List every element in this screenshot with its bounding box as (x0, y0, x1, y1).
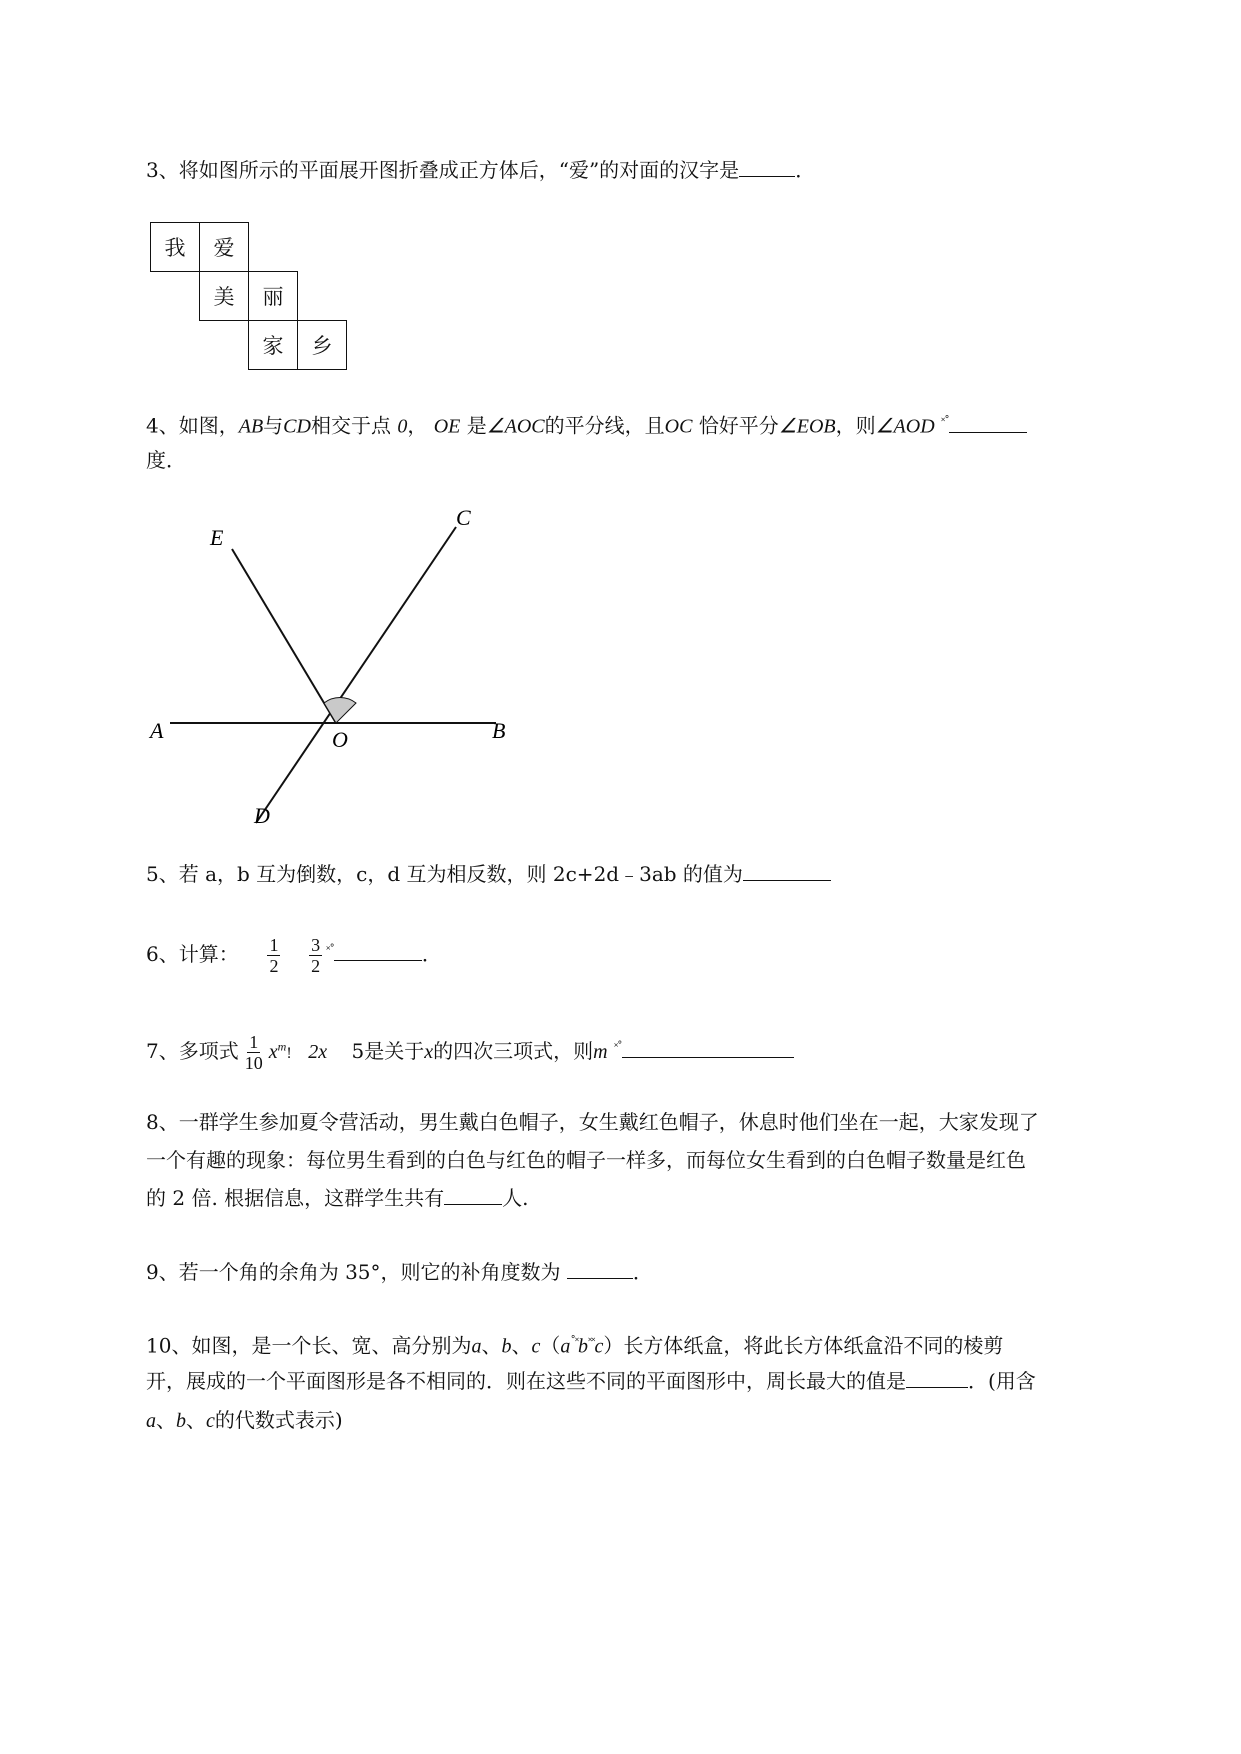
question-8-line-2: 一个有趣的现象：每位男生看到的白色与红色的帽子一样多，而每位女生看到的白色帽子数量是红色 (146, 1148, 1026, 1172)
answer-blank (567, 1258, 633, 1279)
question-10-line-3: a、b、c的代数式表示) (146, 1408, 343, 1432)
answer-blank (949, 412, 1027, 433)
net-cell-5: 家 (248, 320, 298, 370)
answer-blank (743, 860, 831, 881)
question-10-line-1: 10、如图，是一个长、宽、高分别为a、b、c（a˚˟b˟˟c）长方体纸盒，将此长方体纸盒沿不同的棱剪 (146, 1333, 1004, 1358)
question-4: 4、如图，AB与CD相交于点 0， OE 是∠AOC的平分线，且OC 恰好平分∠EOB，则∠AOD ˟˚ (146, 408, 1027, 441)
question-7: 7、多项式 $\frac{1}{10}$ $x^m$! 2x 5是关于x的四次三项式，则m ˟˚ (146, 1032, 794, 1073)
net-cell-3: 美 (199, 271, 249, 321)
label-o: O (332, 727, 348, 752)
question-4-line-2: 度． (146, 448, 186, 472)
net-cell-6: 乡 (297, 320, 347, 370)
angle-figure (140, 505, 520, 825)
question-6: 6、计算： $\frac{1}{2}$ $\frac{3}{2}$ ˟˚ ． (146, 935, 442, 976)
fraction-1: $\frac{1}{2}$ (269, 935, 279, 976)
net-cell-4: 丽 (248, 271, 298, 321)
question-10-line-2: 开，展成的一个平面图形是各不相同的．则在这些不同的平面图形中，周长最大的值是 ．(用含 (146, 1369, 1036, 1393)
label-c: C (456, 505, 471, 530)
ray-oe (232, 549, 336, 723)
answer-blank (906, 1367, 968, 1388)
fraction-2: $\frac{3}{2}$ (311, 935, 321, 976)
line-cd (256, 527, 456, 823)
question-8-line-3: 的 2 倍. 根据信息，这群学生共有 人. (146, 1186, 529, 1210)
question-5: 5、若 a，b 互为倒数，c，d 互为相反数，则 2c+2d﹣3ab 的值为 (146, 860, 831, 888)
net-cell-2: 爱 (199, 222, 249, 272)
question-9: 9、若一个角的余角为 35°，则它的补角度数为 ． (146, 1260, 653, 1284)
label-d: D (254, 803, 270, 825)
label-b: B (492, 718, 506, 743)
label-e: E (210, 525, 224, 550)
net-cell-1: 我 (150, 222, 200, 272)
answer-blank (444, 1184, 502, 1205)
angle-arc-shaded (324, 697, 356, 723)
question-3: 3、将如图所示的平面展开图折叠成正方体后，“爱”的对面的汉字是 ． (146, 158, 816, 182)
question-8-line-1: 8、一群学生参加夏令营活动，男生戴白色帽子，女生戴红色帽子，休息时他们坐在一起，大家发现了 (146, 1110, 1039, 1134)
answer-blank (622, 1037, 794, 1058)
label-a: A (150, 718, 164, 743)
answer-blank (334, 940, 422, 961)
fraction-1-10: $\frac{1}{10}$ (244, 1032, 263, 1073)
answer-blank (739, 156, 795, 177)
